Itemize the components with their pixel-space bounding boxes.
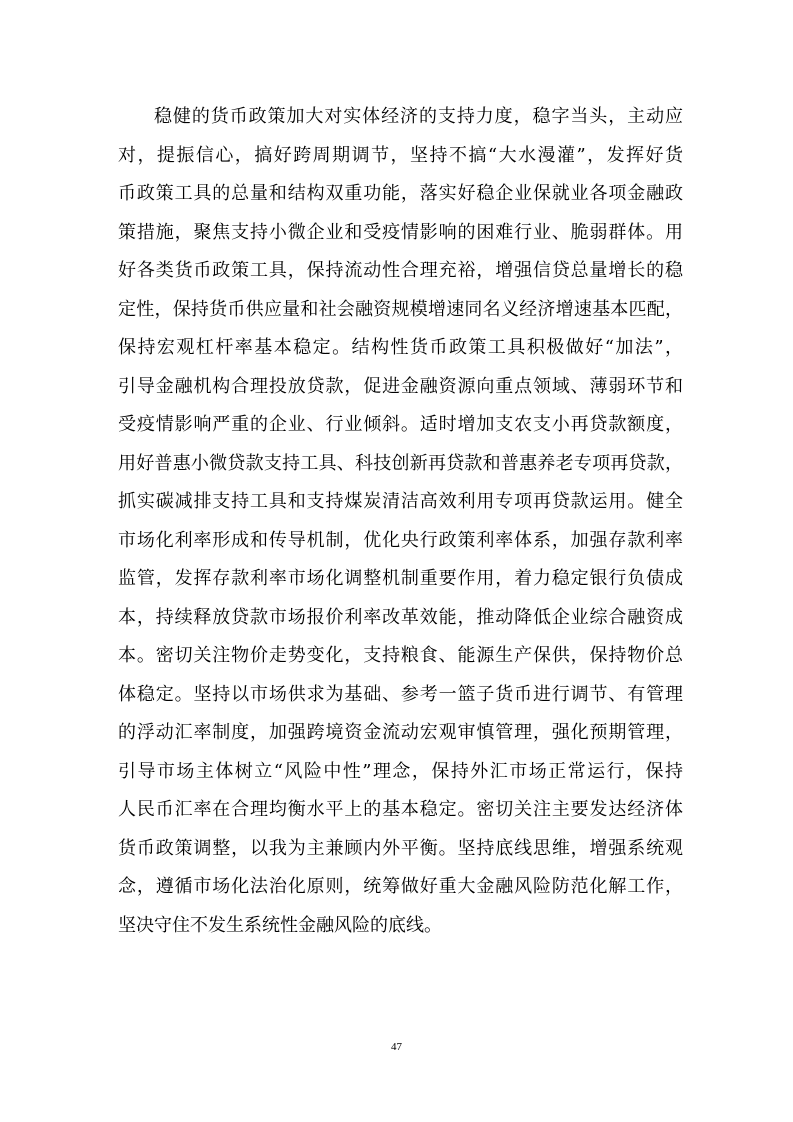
paragraph-line: 引导市场主体树立“风险中性”理念，保持外汇市场正常运行，保持: [118, 760, 683, 782]
paragraph-line: 的浮动汇率制度，加强跨境资金流动宏观审慎管理，强化预期管理，: [118, 722, 683, 743]
paragraph-line: 稳健的货币政策加大对实体经济的支持力度，稳字当头，主动应: [154, 106, 683, 127]
paragraph-line: 市场化利率形成和传导机制，优化央行政策利率体系，加强存款利率: [118, 529, 683, 551]
paragraph-line: 定性，保持货币供应量和社会融资规模增速同名义经济增速基本匹配，: [118, 298, 683, 320]
paragraph-line: 念，遵循市场化法治化原则，统筹做好重大金融风险防范化解工作，: [118, 876, 683, 897]
paragraph-line: 对，提振信心，搞好跨周期调节，坚持不搞“大水漫灌”，发挥好货: [118, 144, 683, 166]
paragraph-line: 币政策工具的总量和结构双重功能，落实好稳企业保就业各项金融政: [118, 183, 683, 204]
paragraph-line: 引导金融机构合理投放贷款，促进金融资源向重点领域、薄弱环节和: [118, 375, 683, 397]
paragraph-line: 本，持续释放贷款市场报价利率改革效能，推动降低企业综合融资成: [118, 606, 683, 628]
page-number: 47: [391, 1041, 402, 1053]
paragraph-line: 本。密切关注物价走势变化，支持粮食、能源生产保供，保持物价总: [118, 645, 683, 666]
paragraph-line: 坚决守住不发生系统性金融风险的底线。: [118, 914, 442, 936]
paragraph-line: 体稳定。坚持以市场供求为基础、参考一篮子货币进行调节、有管理: [118, 683, 683, 705]
paragraph-line: 货币政策调整，以我为主兼顾内外平衡。坚持底线思维，增强系统观: [118, 837, 683, 859]
paragraph-line: 监管，发挥存款利率市场化调整机制重要作用，着力稳定银行负债成: [118, 568, 683, 589]
paragraph-line: 用好普惠小微贷款支持工具、科技创新再贷款和普惠养老专项再贷款，: [118, 452, 683, 474]
paragraph-line: 受疫情影响严重的企业、行业倾斜。适时增加支农支小再贷款额度，: [118, 414, 683, 435]
paragraph-line: 人民币汇率在合理均衡水平上的基本稳定。密切关注主要发达经济体: [118, 799, 683, 820]
paragraph-line: 保持宏观杠杆率基本稳定。结构性货币政策工具积极做好“加法”，: [118, 337, 683, 358]
paragraph-line: 策措施，聚焦支持小微企业和受疫情影响的困难行业、脆弱群体。用: [118, 221, 683, 243]
paragraph-line: 抓实碳减排支持工具和支持煤炭清洁高效利用专项再贷款运用。健全: [118, 491, 683, 512]
paragraph-line: 好各类货币政策工具，保持流动性合理充裕，增强信贷总量增长的稳: [118, 260, 683, 281]
body-paragraph: [118, 98, 683, 945]
